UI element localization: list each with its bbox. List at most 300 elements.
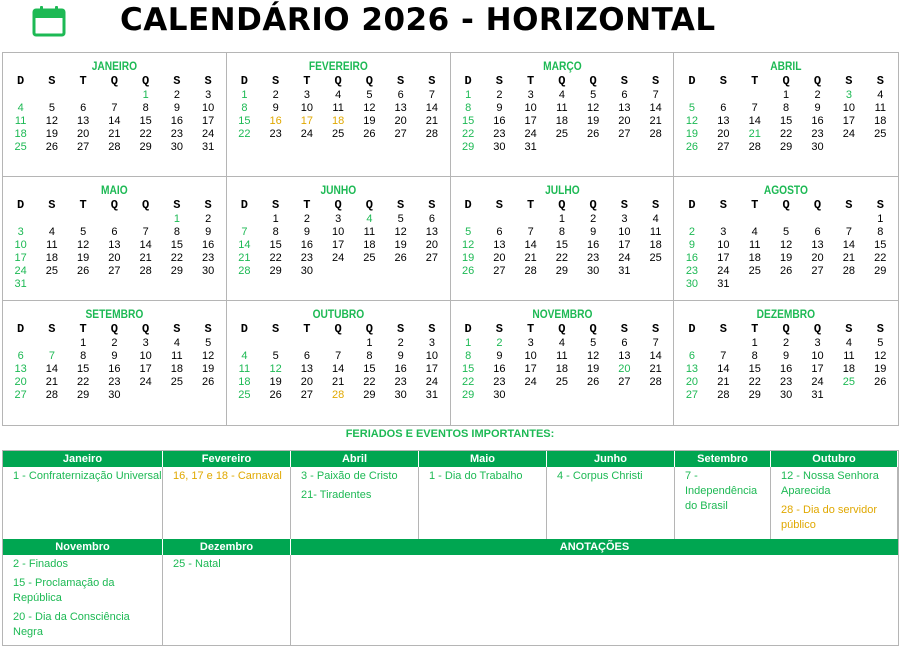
- month-block: [674, 177, 898, 301]
- day-cell: [193, 278, 224, 291]
- weekday-label: D: [464, 198, 472, 212]
- day-cell: 15: [462, 115, 475, 127]
- day-cell: 6: [397, 89, 404, 101]
- month-name: JULHO: [544, 183, 580, 197]
- day-cell: 12: [685, 115, 699, 127]
- day-cell: 9: [397, 350, 404, 362]
- day-cell: 16: [493, 363, 506, 375]
- day-cell: 15: [77, 363, 90, 375]
- day-cell: 1: [173, 213, 180, 225]
- day-cell: 26: [685, 141, 699, 153]
- day-cell: [99, 278, 130, 291]
- day-cell: 14: [332, 363, 345, 375]
- week-row: [229, 337, 448, 350]
- month-block: [451, 53, 675, 177]
- week-row: [229, 252, 448, 265]
- holiday-month-header: Novembro: [3, 539, 163, 555]
- day-cell: 10: [139, 350, 152, 362]
- week-row: [5, 389, 224, 402]
- day-cell: 6: [496, 226, 503, 238]
- weekday-header: [453, 198, 672, 213]
- day-cell: 9: [814, 102, 821, 114]
- week-row: [453, 89, 672, 102]
- week-row: [676, 102, 896, 115]
- holiday-cell: [291, 467, 419, 539]
- day-cell: 30: [300, 265, 313, 277]
- day-cell: 13: [108, 239, 121, 251]
- day-cell: 16: [685, 252, 699, 264]
- day-cell: 5: [465, 226, 472, 238]
- day-cell: 17: [811, 363, 824, 375]
- day-cell: 3: [335, 213, 342, 225]
- day-cell: 10: [811, 350, 824, 362]
- day-cell: 3: [527, 337, 534, 349]
- day-cell: 1: [877, 213, 884, 225]
- day-cell: 16: [779, 363, 793, 375]
- holiday-entry: 1 - Dia do Trabalho: [429, 470, 523, 482]
- weekday-header: [676, 74, 896, 89]
- month-block: [451, 301, 675, 425]
- week-row: [5, 265, 224, 278]
- day-cell: 28: [649, 376, 662, 388]
- page-title: CALENDÁRIO 2026 - HORIZONTAL: [120, 2, 716, 38]
- weekday-label: S: [397, 74, 405, 88]
- day-cell: [546, 389, 577, 402]
- day-cell: [36, 278, 67, 291]
- day-cell: 14: [425, 102, 438, 114]
- day-cell: 11: [874, 102, 886, 114]
- day-cell: 29: [139, 141, 152, 153]
- day-cell: 18: [45, 252, 58, 264]
- day-cell: 28: [45, 389, 58, 401]
- day-cell: 27: [811, 265, 824, 277]
- day-cell: 5: [366, 89, 373, 101]
- weekday-label: Q: [142, 322, 150, 336]
- weekday-label: T: [79, 322, 87, 336]
- month-name: SETEMBRO: [85, 307, 144, 321]
- weekday-label: Q: [365, 198, 373, 212]
- weekday-label: T: [751, 198, 759, 212]
- day-cell: [802, 278, 833, 291]
- month-name: NOVEMBRO: [531, 307, 592, 321]
- day-cell: 13: [394, 102, 407, 114]
- day-cell: 17: [332, 239, 345, 251]
- day-cell: 3: [845, 89, 852, 101]
- day-cell: 30: [811, 141, 824, 153]
- weekday-label: Q: [558, 74, 566, 88]
- day-cell: 27: [618, 376, 631, 388]
- week-row: [5, 252, 224, 265]
- weekday-label: S: [173, 198, 181, 212]
- day-cell: [130, 213, 161, 226]
- day-cell: 29: [462, 389, 475, 401]
- day-cell: 17: [300, 115, 313, 127]
- weekday-label: S: [495, 198, 503, 212]
- day-cell: 12: [77, 239, 90, 251]
- weekday-header: [229, 198, 448, 213]
- day-cell: 28: [649, 128, 662, 140]
- day-cell: 13: [493, 239, 506, 251]
- day-cell: 15: [555, 239, 568, 251]
- day-cell: 19: [269, 376, 282, 388]
- weekday-header: [5, 322, 224, 337]
- day-cell: [68, 213, 99, 226]
- day-cell: [68, 89, 99, 102]
- day-cell: 20: [108, 252, 121, 264]
- day-cell: 18: [363, 239, 376, 251]
- day-cell: 14: [238, 239, 251, 251]
- day-cell: 18: [14, 128, 27, 140]
- day-cell: 27: [77, 141, 90, 153]
- day-cell: 12: [45, 115, 58, 127]
- day-cell: 27: [493, 265, 506, 277]
- weekday-label: Q: [365, 322, 373, 336]
- day-cell: 9: [272, 102, 279, 114]
- weekday-label: Q: [782, 198, 790, 212]
- day-cell: 31: [811, 389, 824, 401]
- day-cell: 7: [845, 226, 852, 238]
- day-cell: 16: [811, 115, 824, 127]
- weekday-label: Q: [813, 198, 822, 212]
- day-cell: [609, 389, 640, 402]
- day-cell: 11: [14, 115, 27, 127]
- day-cell: 14: [649, 350, 662, 362]
- week-row: [5, 337, 224, 350]
- day-cell: 2: [303, 213, 310, 225]
- weekday-label: T: [527, 322, 535, 336]
- weekday-label: Q: [782, 74, 790, 88]
- day-cell: 20: [300, 376, 313, 388]
- day-cell: [676, 213, 707, 226]
- month-block: [674, 53, 898, 177]
- holiday-cell: [419, 467, 547, 539]
- day-cell: 8: [241, 102, 248, 114]
- day-cell: 22: [462, 376, 475, 388]
- day-cell: 22: [462, 128, 475, 140]
- day-cell: 29: [170, 265, 183, 277]
- day-cell: 8: [783, 102, 790, 114]
- day-cell: 28: [748, 141, 761, 153]
- day-cell: 13: [77, 115, 90, 127]
- week-row: [676, 226, 896, 239]
- holiday-entry: 12 - Nossa Senhora Aparecida: [781, 470, 879, 497]
- day-cell: 27: [717, 141, 730, 153]
- day-cell: 1: [272, 213, 279, 225]
- day-cell: 8: [465, 102, 472, 114]
- day-cell: 14: [45, 363, 58, 375]
- day-cell: 25: [170, 376, 183, 388]
- day-cell: 25: [238, 389, 251, 401]
- day-cell: 5: [205, 337, 212, 349]
- holiday-month-header: Maio: [419, 451, 547, 467]
- week-row: [229, 89, 448, 102]
- weekday-label: Q: [782, 322, 790, 336]
- day-cell: 1: [558, 213, 565, 225]
- day-cell: 26: [394, 252, 407, 264]
- day-cell: 15: [269, 239, 282, 251]
- day-cell: 10: [524, 350, 537, 362]
- day-cell: 10: [425, 350, 438, 362]
- day-cell: 23: [685, 265, 699, 277]
- day-cell: 23: [394, 376, 407, 388]
- day-cell: 18: [649, 239, 662, 251]
- day-cell: 24: [524, 376, 537, 388]
- day-cell: 31: [717, 278, 730, 290]
- week-row: [453, 239, 672, 252]
- month-block: [451, 177, 675, 301]
- day-cell: 26: [77, 265, 90, 277]
- day-cell: 3: [17, 226, 24, 238]
- title-bar: [0, 0, 900, 46]
- day-cell: 18: [748, 252, 761, 264]
- day-cell: 1: [783, 89, 790, 101]
- day-cell: 8: [272, 226, 279, 238]
- month-block: [3, 301, 227, 425]
- day-cell: [739, 89, 770, 102]
- week-row: [5, 350, 224, 363]
- weekday-label: S: [845, 198, 853, 212]
- day-cell: 20: [425, 239, 438, 251]
- weekday-header: [676, 322, 896, 337]
- day-cell: 27: [394, 128, 407, 140]
- week-row: [453, 141, 672, 154]
- day-cell: 12: [462, 239, 475, 251]
- day-cell: 14: [108, 115, 121, 127]
- holiday-cell: [771, 467, 898, 539]
- day-cell: 10: [717, 239, 730, 251]
- day-cell: [708, 337, 739, 350]
- day-cell: [291, 337, 322, 350]
- week-row: [453, 226, 672, 239]
- day-cell: 3: [303, 89, 310, 101]
- weekday-label: S: [397, 322, 405, 336]
- day-cell: 29: [462, 141, 475, 153]
- weekday-label: S: [428, 74, 436, 88]
- day-cell: [546, 141, 577, 154]
- week-row: [676, 252, 896, 265]
- week-row: [229, 376, 448, 389]
- week-row: [676, 278, 896, 291]
- day-cell: 2: [688, 226, 695, 238]
- day-cell: 28: [238, 265, 251, 277]
- weekday-label: Q: [142, 74, 150, 88]
- day-cell: 25: [748, 265, 761, 277]
- day-cell: [161, 389, 192, 402]
- day-cell: 24: [14, 265, 27, 277]
- holiday-cell: [163, 467, 291, 539]
- weekday-label: D: [688, 322, 696, 336]
- day-cell: 16: [269, 115, 282, 127]
- day-cell: 21: [649, 363, 662, 375]
- week-row: [453, 363, 672, 376]
- day-cell: 4: [17, 102, 24, 114]
- week-row: [5, 363, 224, 376]
- day-cell: 28: [108, 141, 121, 153]
- holiday-month-header: Junho: [547, 451, 675, 467]
- week-row: [453, 376, 672, 389]
- day-cell: 21: [524, 252, 537, 264]
- holiday-entry: 2 - Finados: [13, 558, 69, 570]
- day-cell: 30: [202, 265, 215, 277]
- month-block: [227, 177, 451, 301]
- day-cell: 5: [272, 350, 279, 362]
- day-cell: [640, 141, 671, 154]
- day-cell: 7: [48, 350, 55, 362]
- day-cell: 5: [48, 102, 55, 114]
- day-cell: 2: [272, 89, 279, 101]
- day-cell: 14: [748, 115, 761, 127]
- day-cell: [640, 265, 671, 278]
- day-cell: 27: [300, 389, 313, 401]
- day-cell: 15: [170, 239, 183, 251]
- day-cell: 17: [618, 239, 631, 251]
- day-cell: 23: [811, 128, 824, 140]
- day-cell: [802, 213, 833, 226]
- day-cell: 18: [842, 363, 856, 375]
- day-cell: 21: [108, 128, 121, 140]
- holiday-cell: [163, 555, 291, 645]
- weekday-label: Q: [334, 322, 342, 336]
- day-cell: 23: [269, 128, 282, 140]
- day-cell: [36, 213, 67, 226]
- day-cell: 19: [587, 115, 600, 127]
- month-name: OUTUBRO: [312, 307, 364, 321]
- day-cell: 2: [205, 213, 212, 225]
- day-cell: 14: [139, 239, 152, 251]
- day-cell: 29: [779, 141, 793, 153]
- weekday-label: S: [719, 74, 727, 88]
- weekday-label: S: [204, 198, 212, 212]
- holiday-entry: 7 - Independência do Brasil: [685, 470, 758, 512]
- day-cell: 25: [649, 252, 662, 264]
- day-cell: 27: [618, 128, 631, 140]
- day-cell: 13: [300, 363, 313, 375]
- day-cell: 13: [811, 239, 824, 251]
- day-cell: 22: [269, 252, 282, 264]
- holiday-cell: [3, 467, 163, 539]
- weekday-label: S: [272, 74, 280, 88]
- day-cell: [515, 389, 546, 402]
- day-cell: 4: [751, 226, 758, 238]
- day-cell: [515, 213, 546, 226]
- day-cell: 22: [77, 376, 90, 388]
- weekday-label: D: [17, 198, 25, 212]
- day-cell: 31: [425, 389, 438, 401]
- day-cell: [130, 389, 161, 402]
- day-cell: 12: [394, 226, 407, 238]
- day-cell: 12: [779, 239, 793, 251]
- day-cell: 10: [524, 102, 537, 114]
- weekday-label: D: [688, 74, 696, 88]
- day-cell: 2: [496, 337, 503, 349]
- weekday-label: S: [48, 74, 56, 88]
- day-cell: 5: [877, 337, 884, 349]
- day-cell: 27: [108, 265, 121, 277]
- holiday-entry: 3 - Paixão de Cristo: [301, 470, 398, 482]
- day-cell: 24: [842, 128, 856, 140]
- day-cell: 31: [202, 141, 215, 153]
- day-cell: 18: [332, 115, 345, 127]
- week-row: [676, 141, 896, 154]
- day-cell: 4: [48, 226, 55, 238]
- day-cell: 12: [587, 350, 600, 362]
- day-cell: 10: [332, 226, 345, 238]
- week-row: [229, 128, 448, 141]
- day-cell: [578, 389, 609, 402]
- day-cell: 4: [652, 213, 659, 225]
- weekday-label: S: [876, 198, 884, 212]
- day-cell: 29: [555, 265, 568, 277]
- week-row: [676, 89, 896, 102]
- day-cell: 8: [142, 102, 149, 114]
- day-cell: [5, 213, 36, 226]
- day-cell: 6: [303, 350, 310, 362]
- day-cell: 11: [46, 239, 58, 251]
- day-cell: 28: [842, 265, 856, 277]
- day-cell: 4: [335, 89, 342, 101]
- day-cell: [865, 141, 896, 154]
- notes-area[interactable]: [291, 555, 898, 645]
- day-cell: 15: [139, 115, 152, 127]
- day-cell: 17: [524, 115, 537, 127]
- day-cell: 19: [874, 363, 887, 375]
- holiday-entry: 20 - Dia da Consciência Negra: [13, 611, 130, 638]
- day-cell: 19: [363, 115, 376, 127]
- weekday-label: S: [428, 322, 436, 336]
- week-row: [453, 115, 672, 128]
- day-cell: 1: [751, 337, 758, 349]
- week-row: [229, 363, 448, 376]
- weekday-label: T: [303, 322, 311, 336]
- week-row: [676, 363, 896, 376]
- day-cell: 3: [814, 337, 821, 349]
- day-cell: 12: [874, 350, 887, 362]
- day-cell: 4: [877, 89, 884, 101]
- day-cell: 17: [717, 252, 730, 264]
- day-cell: [578, 141, 609, 154]
- holidays-table: [2, 450, 899, 646]
- day-cell: [770, 213, 801, 226]
- week-row: [676, 337, 896, 350]
- day-cell: 23: [108, 376, 121, 388]
- week-row: [5, 102, 224, 115]
- day-cell: 3: [720, 226, 727, 238]
- day-cell: 2: [397, 337, 404, 349]
- week-row: [676, 389, 896, 402]
- weekday-label: S: [876, 74, 884, 88]
- day-cell: 29: [363, 389, 376, 401]
- day-cell: [323, 265, 354, 278]
- day-cell: 24: [300, 128, 313, 140]
- day-cell: 2: [783, 337, 790, 349]
- day-cell: 25: [555, 128, 568, 140]
- weekday-label: Q: [334, 198, 342, 212]
- day-cell: 9: [205, 226, 212, 238]
- week-row: [676, 239, 896, 252]
- day-cell: 23: [493, 376, 506, 388]
- weekday-label: T: [527, 198, 535, 212]
- day-cell: 22: [363, 376, 376, 388]
- day-cell: 28: [717, 389, 730, 401]
- holiday-month-header: Abril: [291, 451, 419, 467]
- day-cell: 12: [587, 102, 600, 114]
- day-cell: 18: [555, 363, 568, 375]
- day-cell: 23: [587, 252, 600, 264]
- day-cell: 5: [80, 226, 87, 238]
- weekday-label: S: [620, 322, 628, 336]
- day-cell: 20: [618, 363, 631, 375]
- weekday-label: S: [204, 74, 212, 88]
